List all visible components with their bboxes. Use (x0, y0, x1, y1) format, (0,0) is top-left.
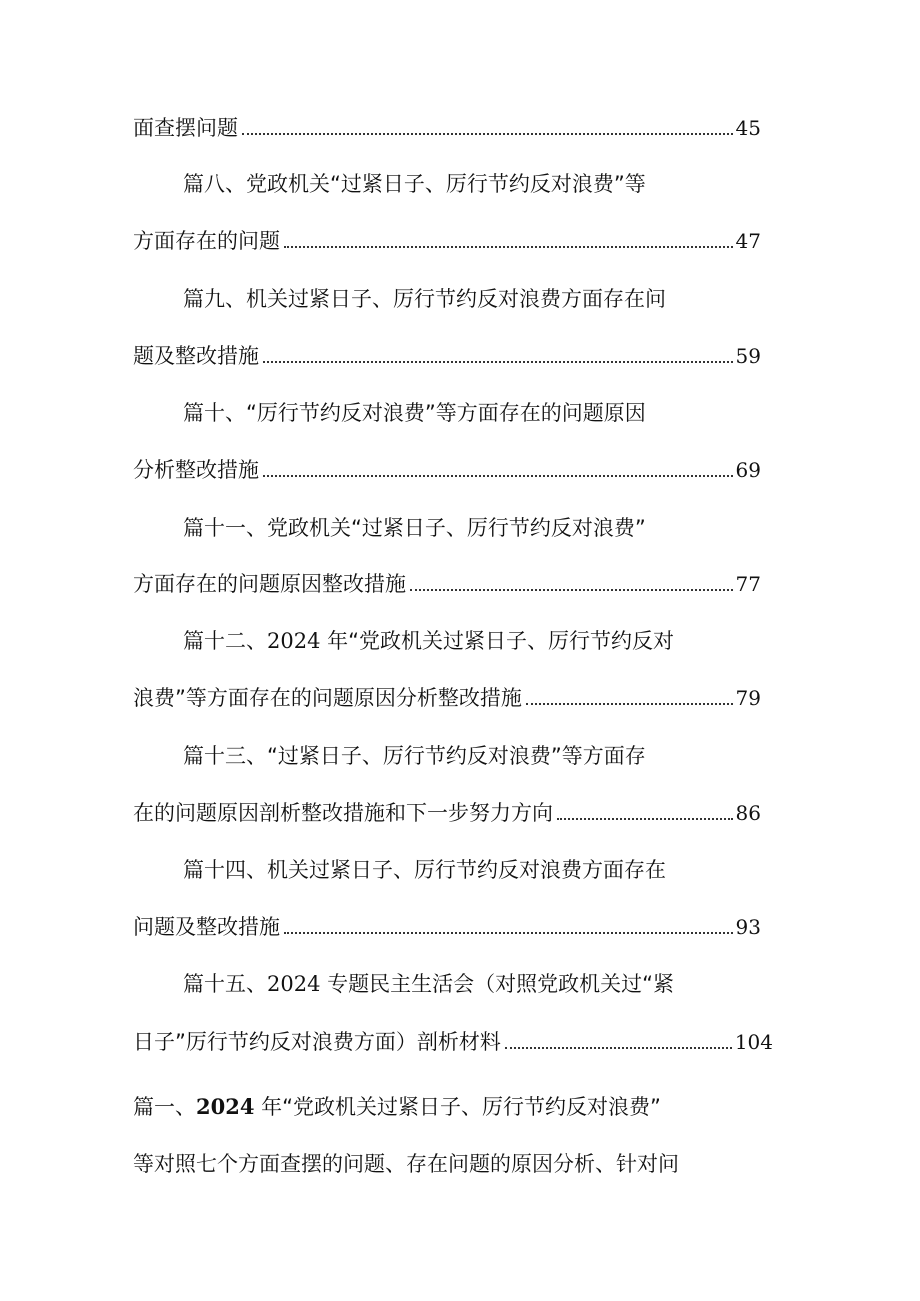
toc-entry-continuation[interactable] (133, 909, 761, 945)
toc-heading-prefix: 篇十五、 (183, 972, 267, 996)
toc-page-number: 77 (735, 572, 761, 596)
toc-heading-text: 专题民主生活会（对照党政机关过“紧 (327, 972, 675, 996)
toc-page-number: 59 (735, 344, 761, 368)
toc-page-number: 104 (734, 1030, 773, 1054)
toc-entry-heading[interactable]: 篇八、党政机关“过紧日子、厉行节约反对浪费”等 (183, 172, 646, 196)
toc-entry-continuation[interactable] (133, 223, 761, 259)
toc-leader-dots (505, 1047, 732, 1049)
toc-entry-continuation[interactable] (133, 1024, 773, 1060)
toc-entry-continuation[interactable] (133, 110, 761, 146)
toc-leader-dots (263, 475, 733, 477)
toc-heading-year: 2024 (267, 972, 321, 996)
toc-text: 方面存在的问题原因整改措施 (133, 572, 406, 596)
toc-entry-continuation[interactable] (133, 795, 761, 831)
toc-text: 日子”厉行节约反对浪费方面）剖析材料 (133, 1030, 501, 1054)
toc-text: 题及整改措施 (133, 344, 259, 368)
toc-heading-prefix: 篇十二、 (183, 629, 267, 653)
toc-text: 问题及整改措施 (133, 915, 280, 939)
toc-entry-continuation[interactable] (133, 566, 761, 602)
toc-entry-heading[interactable]: 篇十一、党政机关“过紧日子、厉行节约反对浪费” (183, 516, 646, 540)
toc-entry-heading[interactable] (183, 623, 773, 659)
toc-entry-continuation[interactable] (133, 452, 761, 488)
toc-leader-dots (557, 818, 733, 820)
toc-page-number: 86 (735, 801, 761, 825)
toc-entry-heading[interactable]: 篇十四、机关过紧日子、厉行节约反对浪费方面存在 (183, 858, 666, 882)
toc-text: 浪费”等方面存在的问题原因分析整改措施 (133, 686, 522, 710)
toc-page-number: 93 (735, 915, 761, 939)
toc-page-number: 45 (735, 116, 761, 140)
article-title-prefix: 篇一、 (133, 1095, 196, 1119)
toc-heading-text: 年“党政机关过紧日子、厉行节约反对 (327, 629, 675, 653)
toc-text: 方面存在的问题 (133, 229, 280, 253)
toc-entry-heading[interactable]: 篇十、“厉行节约反对浪费”等方面存在的问题原因 (183, 401, 646, 425)
toc-page-number: 47 (735, 229, 761, 253)
toc-leader-dots (410, 589, 733, 591)
toc-leader-dots (263, 361, 733, 363)
toc-leader-dots (284, 246, 733, 248)
toc-text: 分析整改措施 (133, 458, 259, 482)
toc-text: 在的问题原因剖析整改措施和下一步努力方向 (133, 801, 553, 825)
toc-text: 面查摆问题 (133, 116, 238, 140)
toc-leader-dots (526, 703, 733, 705)
toc-page-number: 79 (735, 686, 761, 710)
toc-page-number: 69 (735, 458, 761, 482)
toc-entry-heading[interactable]: 篇九、机关过紧日子、厉行节约反对浪费方面存在问 (183, 287, 666, 311)
article-title-text: 年“党政机关过紧日子、厉行节约反对浪费” (261, 1095, 661, 1119)
toc-entry-heading[interactable]: 篇十三、“过紧日子、厉行节约反对浪费”等方面存 (183, 744, 646, 768)
article-title (133, 1089, 753, 1125)
toc-leader-dots (284, 932, 733, 934)
article-text-line: 等对照七个方面查摆的问题、存在问题的原因分析、针对问 (133, 1152, 679, 1176)
toc-entry-heading[interactable] (183, 966, 773, 1002)
toc-entry-continuation[interactable] (133, 338, 761, 374)
toc-leader-dots (242, 133, 733, 135)
toc-heading-year: 2024 (267, 629, 321, 653)
article-title-year: 2024 (196, 1094, 255, 1119)
toc-entry-continuation[interactable] (133, 680, 761, 716)
